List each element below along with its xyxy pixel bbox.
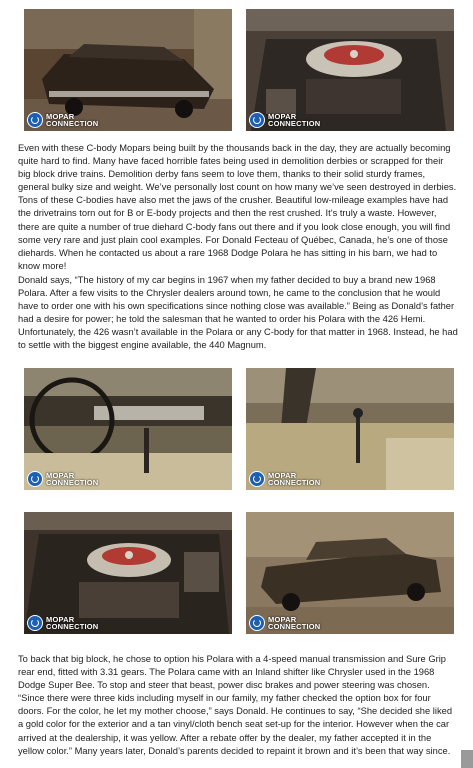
scroll-tab[interactable] [461, 750, 473, 768]
article-paragraph: Donald says, “The history of my car begins in 1967 when my father decided to buy a brand new 1968 Polara. After a few visits to the Chrysler dealers around town, he came to the conclusion that he would have to order one with his own specifications since nothing close was available.” Being as Donald’s father had a desire for power; he told the salesman that he wanted to order his Polara with the 426 Hemi. Unfortunately, the 426 wasn’t available in the Polara or any C-body for that matter in 1968. Instead, he had to settle with the biggest engine available, the 440 Magnum. [18, 275, 458, 351]
photo-row-top [24, 9, 454, 131]
mopar-logo-icon [27, 615, 43, 631]
mopar-connection-watermark: MOPAR CONNECTION [249, 615, 320, 631]
mopar-logo-icon [27, 112, 43, 128]
mopar-logo-icon [249, 615, 265, 631]
mopar-connection-watermark: MOPAR CONNECTION [27, 471, 98, 487]
photo-engine-bay-air-cleaner[interactable] [246, 9, 454, 131]
article-paragraph: To back that big block, he chose to option his Polara with a 4-speed manual transmission and Sure Grip rear end, fitted with 3.31 gears. The Polara came with an Inland shifter like Chrysler used in the 1968 Dodge Super Bee. To stop and steer that beast, power disc brakes and power steering was chosen. “Since there were three kids including myself in our family, my father checked the option box for four doors. For the color, he let my mother choose,” says Donald. He continues to say, “She decided she liked a gold color for the exterior and a tan vinyl/cloth bench seat set-up for the interior. However when the car arrived at the dealership, it was yellow. After a rebate offer by the dealer, my father accepted it in the yellow color.” Many years later, Donald’s parents decided to repaint it brown and it’s been that way since. [18, 654, 453, 756]
photo-dashboard-steering-wheel[interactable] [24, 368, 232, 490]
mopar-connection-watermark: MOPAR CONNECTION [249, 471, 320, 487]
mopar-connection-watermark: MOPAR CONNECTION [27, 615, 98, 631]
article-paragraph: Even with these C-body Mopars being built by the thousands back in the day, they are actually becoming quite hard to find. Many have faced horrible fates being used in demolition derbies or scrapped for their big block drive trains. Demolition derby fans seem to love them, thanks to their solid sturdy frames, general bulky size and weight. We’ve personally lost count on how many we’ve seen destroyed in derbies. Tons of these C-bodies have also met the jaws of the crusher. Beautiful low-mileage examples have had the drivetrains torn out for B or E-body projects and then the rest crushed. It’s truly a waste. However, there are quite a number of true diehard C-body fans out there and if you look close enough, you will find some very rare and just plain cool examples. For Donald Fecteau of Québec, Canada, he’s one of those diehards. When he contacted us about a rare 1968 Dodge Polara he has sitting in his barn, we had to know more! [18, 143, 457, 271]
photo-row-bottom [24, 512, 454, 634]
photo-interior-shifter[interactable] [246, 368, 454, 490]
mopar-connection-watermark: MOPAR CONNECTION [27, 112, 98, 128]
mopar-logo-icon [249, 471, 265, 487]
mopar-logo-icon [27, 471, 43, 487]
photo-polara-exterior-front[interactable] [24, 9, 232, 131]
mopar-logo-icon [249, 112, 265, 128]
photo-engine-bay-closeup[interactable] [24, 512, 232, 634]
photo-polara-exterior-rear[interactable] [246, 512, 454, 634]
photo-row-middle [24, 368, 454, 490]
mopar-connection-watermark: MOPAR CONNECTION [249, 112, 320, 128]
